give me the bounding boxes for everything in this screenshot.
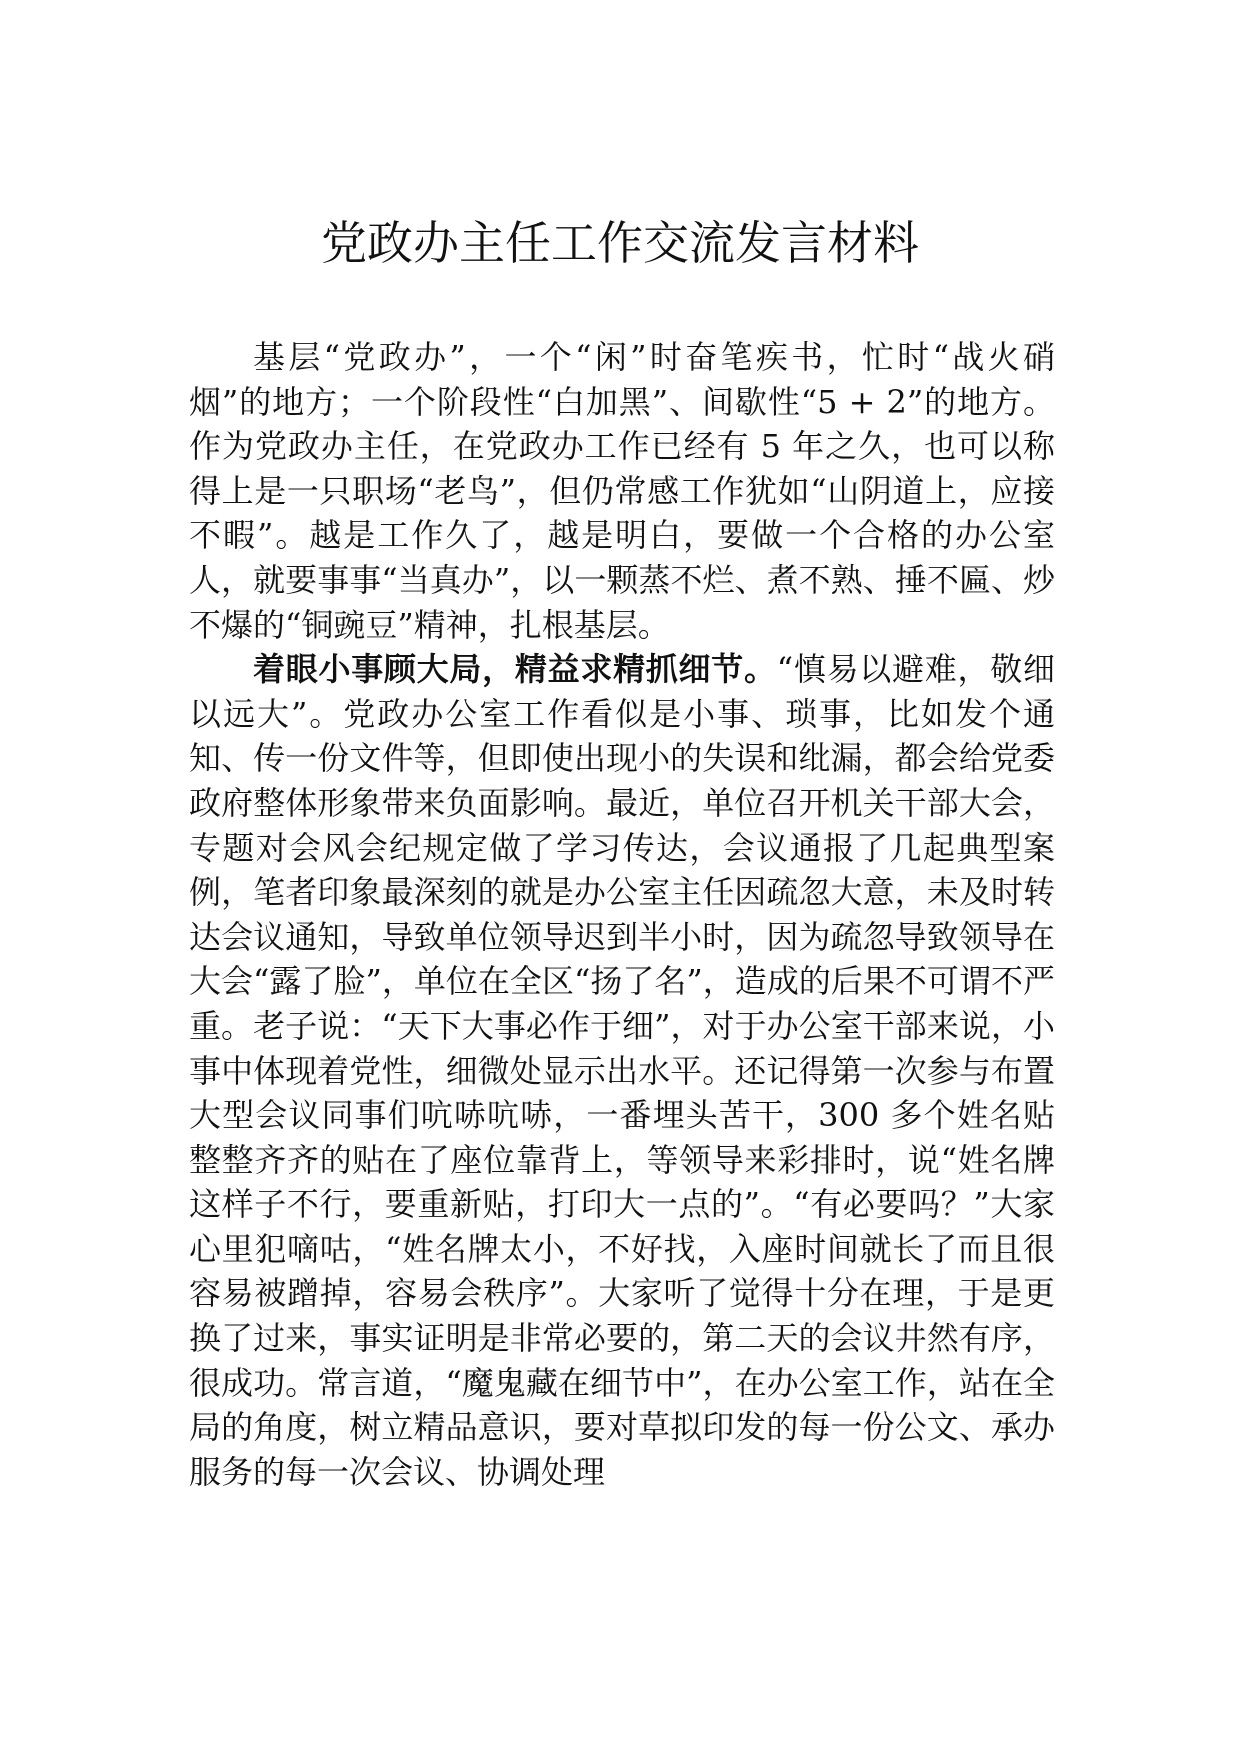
paragraph-details-text: “慎易以避难，敬细以远大”。党政办公室工作看似是小事、琐事，比如发个通知、传一份文件等，但即使出现小的失误和纰漏，都会给党委政府整体形象带来负面影响。最近，单位召开机关干部大会，专题对会风会纪规定做了学习传达，会议通报了几起典型案例，笔者印象最深刻的就是办公室主任因疏忽大意，未及时转达会议通知，导致单位领导迟到半小时，因为疏忽导致领导在大会“露了脸”，单位在全区“扬了名”，造成的后果不可谓不严重。老子说：“天下大事必作于细”，对于办公室干部来说，小事中体现着党性，细微处显示出水平。还记得第一次参与布置大型会议同事们吭哧吭哧，一番埋头苦干，300 多个姓名贴整整齐齐的贴在了座位靠背上，等领导来彩排时，说“姓名牌这样子不行，要重新贴，打印大一点的”。“有必要吗？”大家心里犯嘀咕，“姓名牌太小，不好找，入座时间就长了而且很容易被蹭掉，容易会秩序”。大家听了觉得十分在理，于是更换了过来，事实证明是非常必要的，第二天的会议井然有序，很成功。常言道，“魔鬼藏在细节中”，在办公室工作，站在全局的角度，树立精品意识，要对草拟印发的每一份公文、承办服务的每一次会议、协调处理 [189,650,1055,1491]
document-body [189,335,1055,1494]
paragraph-details [189,647,1055,1494]
paragraph-details-lead: 着眼小事顾大局，精益求精抓细节。 [253,650,777,689]
document-title: 党政办主任工作交流发言材料 [321,216,919,270]
paragraph-intro [189,335,1055,647]
paragraph-intro-text: 基层“党政办”，一个“闲”时奋笔疾书，忙时“战火硝烟”的地方；一个阶段性“白加黑”、间歇性“5 + 2”的地方。作为党政办主任，在党政办工作已经有 5 年之久，也可以称得上是一只职场“老鸟”，但仍常感工作犹如“山阴道上，应接不暇”。越是工作久了，越是明白，要做一个合格的办公室人，就要事事“当真办”，以一颗蒸不烂、煮不熟、捶不匾、炒不爆的“铜豌豆”精神，扎根基层。 [189,338,1055,644]
